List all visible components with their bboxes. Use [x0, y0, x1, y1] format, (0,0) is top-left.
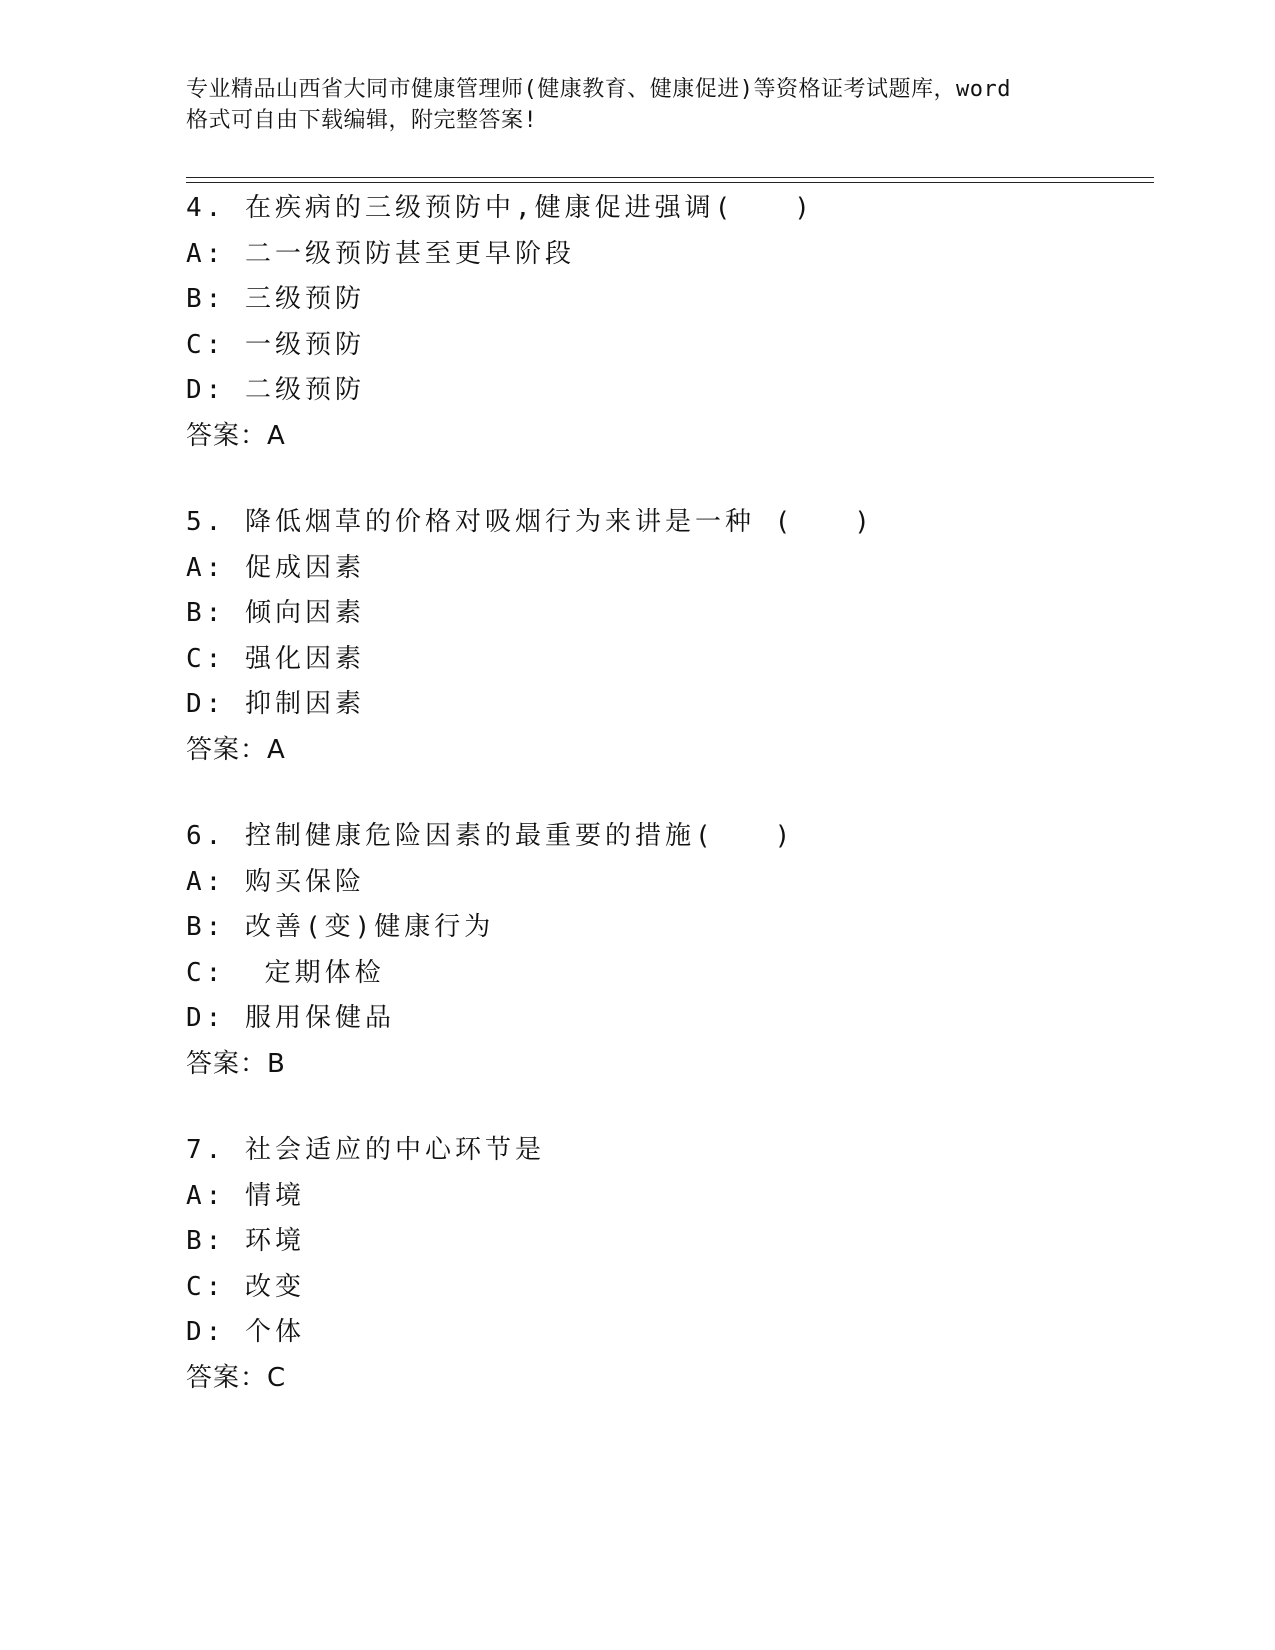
option-b: B: 三级预防 [186, 284, 365, 314]
header-divider-top [186, 177, 1154, 178]
header-line-2: 格式可自由下载编辑，附完整答案! [186, 108, 538, 133]
option-c: C: 定期体检 [186, 957, 385, 988]
header-divider-bottom [186, 182, 1154, 183]
option-a: A: 购买保险 [186, 866, 365, 897]
question-stem: 6. 控制健康危险因素的最重要的措施( ) [186, 821, 795, 851]
document-header [186, 74, 1086, 136]
option-d: D: 服用保健品 [186, 1003, 395, 1033]
option-d: D: 个体 [186, 1317, 305, 1347]
question-stem: 7. 社会适应的中心环节是 [186, 1135, 545, 1165]
question-7 [186, 1128, 1146, 1401]
option-a: A: 二一级预防甚至更早阶段 [186, 238, 575, 269]
question-6 [186, 814, 1146, 1087]
option-a: A: 促成因素 [186, 552, 365, 583]
option-c: C: 强化因素 [186, 643, 365, 674]
option-d: D: 二级预防 [186, 375, 365, 405]
answer: 答案：C [186, 1362, 287, 1393]
option-b: B: 倾向因素 [186, 598, 365, 628]
answer: 答案：B [186, 1048, 286, 1079]
question-stem: 5. 降低烟草的价格对吸烟行为来讲是一种 ( ) [186, 507, 874, 537]
option-b: B: 改善(变)健康行为 [186, 912, 495, 942]
option-b: B: 环境 [186, 1226, 305, 1256]
option-c: C: 一级预防 [186, 329, 365, 360]
answer: 答案：A [186, 734, 286, 765]
header-line-1: 专业精品山西省大同市健康管理师(健康教育、健康促进)等资格证考试题库，word [186, 77, 1011, 102]
question-4 [186, 186, 1146, 459]
answer: 答案：A [186, 420, 286, 451]
option-c: C: 改变 [186, 1271, 305, 1302]
question-stem: 4. 在疾病的三级预防中,健康促进强调( ) [186, 193, 814, 223]
question-5 [186, 500, 1146, 773]
option-d: D: 抑制因素 [186, 689, 365, 719]
option-a: A: 情境 [186, 1180, 305, 1211]
